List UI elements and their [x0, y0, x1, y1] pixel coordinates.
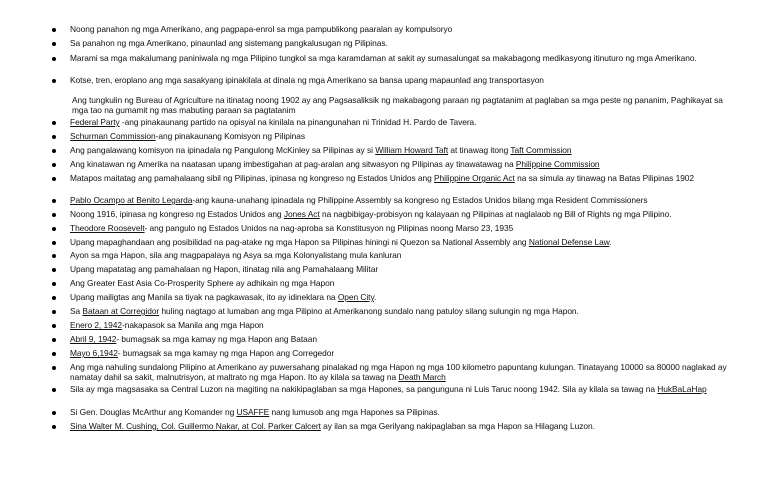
list-item-text	[70, 38, 730, 48]
text-segment: Sa	[70, 306, 83, 316]
list-item-text	[70, 117, 730, 127]
underlined-term: Abril 9, 1942	[70, 334, 117, 344]
text-segment: -ang pinakaunang Komisyon ng Pilipinas	[155, 131, 306, 141]
bullet-icon	[52, 282, 56, 286]
underlined-term: William Howard Taft	[375, 145, 449, 155]
text-segment: Sa panahon ng mga Amerikano, pinaunlad ang sistemang pangkalusugan ng Pilipinas.	[70, 38, 388, 48]
text-segment: na sa simula ay tinawag na Batas Pilipinas 1902	[514, 173, 695, 183]
underlined-term: Death March	[398, 372, 446, 383]
bullet-icon	[52, 199, 56, 203]
bullet-icon	[52, 149, 56, 153]
list-item-text	[70, 348, 730, 358]
text-segment: - bumagsak sa mga kamay ng mga Hapon ang Bataan	[116, 334, 318, 344]
bullet-icon	[52, 163, 56, 167]
text-segment: Noong 1916, ipinasa ng kongreso ng Estados Unidos ang	[70, 209, 284, 219]
text-segment: Upang mapaghandaan ang posibilidad na pag-atake ng mga Hapon sa Pilipinas hiningi ni Quezon sa National Assembly ang	[70, 237, 529, 247]
list-item-text	[70, 159, 730, 169]
list-item-text	[70, 195, 730, 205]
list-item-text	[70, 53, 730, 63]
underlined-term: Philippine Organic Act	[434, 173, 515, 183]
list-item-text	[70, 24, 730, 34]
bullet-icon	[52, 388, 56, 392]
underlined-term: Mayo 6,1942	[70, 348, 118, 358]
list-item-text	[70, 334, 730, 344]
list-item-text	[70, 250, 730, 260]
text-segment: Upang mapatatag ang pamahalaan ng Hapon, itinatag nila ang Pamahalaang Militar	[70, 264, 379, 274]
bullet-icon	[52, 352, 56, 356]
list-item-text	[70, 237, 730, 247]
list-item-text	[70, 421, 730, 431]
text-segment: Kotse, tren, eroplano ang mga sasakyang ipinakilala at dinala ng mga Amerikano sa bansa upang mapaunlad ang transportasyon	[70, 75, 544, 85]
text-segment: .	[373, 292, 377, 302]
underlined-term: Taft Commission	[510, 145, 572, 155]
list-item-text	[70, 223, 730, 233]
list-item-text	[70, 306, 730, 316]
underlined-term: Schurman Commission	[70, 131, 156, 141]
list-item-text	[70, 131, 730, 141]
text-segment: Ang pangalawang komisyon na ipinadala ng Pangulong McKinley sa Pilipinas ay si	[70, 145, 376, 155]
bullet-icon	[52, 268, 56, 272]
text-segment: na nagbibigay-probisyon ng kalayaan ng Pilipinas at naglalaob ng Bill of Rights ng mga Pilipino.	[319, 209, 672, 219]
text-segment: nang lumusob ang mga Hapones sa Pilipinas.	[269, 407, 440, 417]
bullet-icon	[52, 213, 56, 217]
text-segment: Sila ay mga magsasaka sa Central Luzon na magiting na nakikipaglaban sa mga Hapones, sa pangunguna ni Luis Taruc noong 1942. Sila ay kilala sa tawag na	[70, 384, 658, 394]
bullet-icon	[52, 57, 56, 61]
list-item-text	[70, 320, 730, 330]
list-item-text	[70, 264, 730, 274]
bullet-icon	[52, 28, 56, 32]
underlined-term: Theodore Roosevelt	[70, 223, 145, 233]
underlined-term: Jones Act	[283, 209, 320, 219]
bullet-icon	[52, 324, 56, 328]
text-segment: Matapos maitatag ang pamahalaang sibil ng Pilipinas, ipinasa ng kongreso ng Estados Unidos ang	[70, 173, 434, 183]
list-item-text	[70, 292, 730, 302]
text-segment: ay ilan sa mga Gerilyang nakipaglaban sa mga Hapon sa Hilagang Luzon.	[320, 421, 595, 431]
text-segment: Upang mailigtas ang Manila sa tiyak na pagkawasak, ito ay idineklara na	[70, 292, 338, 302]
list-item-text	[70, 407, 730, 417]
text-segment: .	[609, 237, 612, 247]
bullet-icon	[52, 310, 56, 314]
text-segment: Ayon sa mga Hapon, sila ang magpapalaya ng Asya sa mga Kolonyalistang mula kanluran	[70, 250, 402, 260]
bullet-icon	[52, 338, 56, 342]
text-segment: - bumagsak sa mga kamay ng mga Hapon ang Corregedor	[117, 348, 335, 358]
list-item-text	[70, 384, 730, 394]
bullet-icon	[52, 121, 56, 125]
bullet-icon	[52, 241, 56, 245]
list-item-text	[70, 145, 730, 155]
text-segment: - ang pangulo ng Estados Unidos na nag-aproba sa Konstitusyon ng Pilipinas noong Marso 23, 1935	[144, 223, 514, 233]
bullet-icon	[52, 42, 56, 46]
bullet-icon	[52, 296, 56, 300]
list-item-text	[72, 95, 732, 116]
underlined-term: USAFFE	[236, 407, 270, 417]
bullet-icon	[52, 254, 56, 258]
underlined-term: Federal Party	[70, 117, 120, 127]
underlined-term: Philippine Commission	[515, 159, 600, 169]
text-segment: -ang kauna-unahang ipinadala ng Philippine Assembly sa kongreso ng Estados Unidos bilang mga Resident Commissioners	[192, 195, 648, 205]
bullet-icon	[52, 135, 56, 139]
text-segment: Ang Greater East Asia Co-Prosperity Sphere ay adhikain ng mga Hapon	[70, 278, 335, 288]
bullet-icon	[52, 366, 56, 370]
bullet-icon	[52, 425, 56, 429]
text-segment: Ang mga nahuling sundalong Pilipino at Amerikano ay puwersahang pinalakad ng mga Hapon ng mga 100 kilometro papuntang kulungan. Tinatayang 10000 sa 80000 naglakad ay namatay dahil sa sakit, malnutrisyon, at maltrato ng mga Hapon. Ito ay kilala sa tawag na	[70, 362, 727, 383]
text-segment: Si Gen. Douglas McArthur ang Komander ng	[70, 407, 237, 417]
underlined-term: Open City	[337, 292, 374, 302]
underlined-term: Enero 2, 1942	[70, 320, 122, 330]
text-segment: Ang kinatawan ng Amerika na naatasan upang imbestigahan at pag-aralan ang sitwasyon ng Pilipinas ay tinawatawag na	[70, 159, 516, 169]
underlined-term: Bataan at Corregidor	[82, 306, 160, 316]
text-segment: Noong panahon ng mga Amerikano, ang pagpapa-enrol sa mga pampublikong paaralan ay kompulsoryo	[70, 24, 453, 34]
underlined-term: National Defense Law	[528, 237, 610, 247]
text-segment: -nakapasok sa Manila ang mga Hapon	[121, 320, 264, 330]
list-item-text	[70, 209, 730, 219]
bullet-icon	[52, 177, 56, 181]
bullet-icon	[52, 411, 56, 415]
list-item-text	[70, 173, 730, 183]
underlined-term: HukBaLaHap	[657, 384, 707, 394]
list-item-text	[70, 278, 730, 288]
text-segment: Marami sa mga makalumang paniniwala ng mga Pilipino tungkol sa mga karamdaman at sakit ay sumasalungat sa makabagong medikasyong itinuturo ng mga Amerikano.	[70, 53, 697, 63]
list-item-text	[70, 362, 730, 383]
list-item-text	[70, 75, 730, 85]
text-segment: huling nagtago at lumaban ang mga Pilipino at Amerikanong sundalo nang patuloy silang sulungin ng mga Hapon.	[159, 306, 579, 316]
bullet-icon	[52, 227, 56, 231]
text-segment: at tinawag itong	[448, 145, 511, 155]
bullet-icon	[52, 79, 56, 83]
underlined-term: Sina Walter M. Cushing, Col. Guillermo Nakar, at Col. Parker Calcert	[70, 421, 321, 431]
text-segment: -ang pinakaunang partido na opisyal na kinilala na pinangunahan ni Trinidad H. Pardo de Tavera.	[119, 117, 477, 127]
text-segment: Ang tungkulin ng Bureau of Agriculture na itinatag noong 1902 ay ang Pagsasaliksik ng makabagong paraan ng pagtatanim at paglaban sa mga peste ng pananim, Paghikayat sa mga tao na gumamit ng mas mabuting paraan sa pagtatanim	[72, 95, 723, 116]
underlined-term: Pablo Ocampo at Benito Legarda	[70, 195, 193, 205]
